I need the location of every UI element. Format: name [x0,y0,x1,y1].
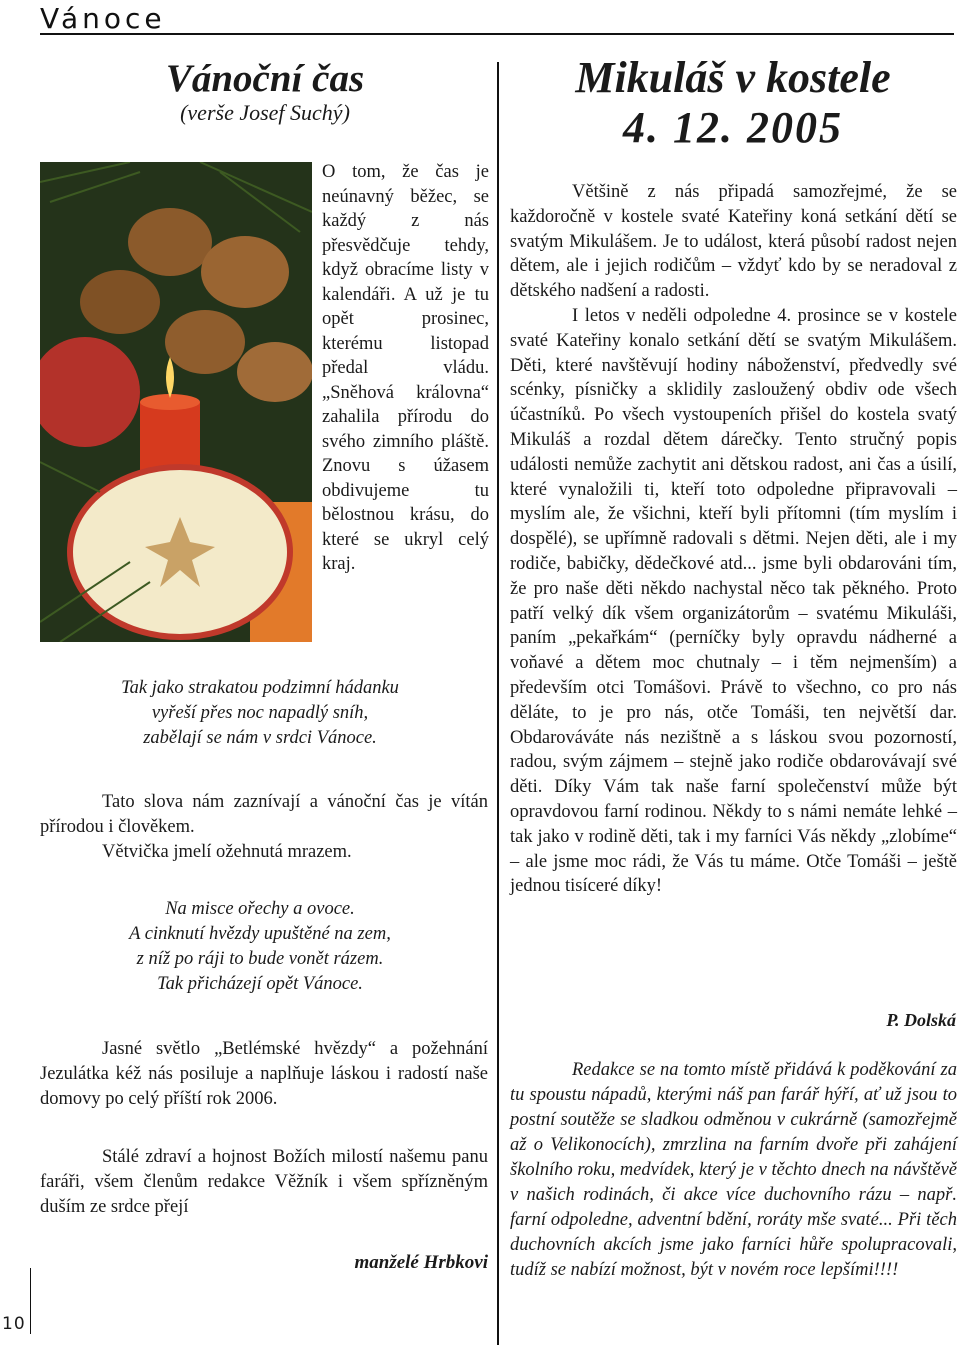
paragraph: Většině z nás připadá samozřejmé, že se každoročně v kostele svaté Kateřiny koná setkání dětí se svatým Mikulášem. Je to událost, která působí radost nejen dětem, ale i jejich rodičům – vždyť kdo by se neradoval z dětského nadšení a radosti. [510,182,957,302]
page-number: 10 [2,1314,26,1334]
paragraph-1: Tato slova nám zaznívají a vánoční čas je vítán přírodou i člověkem. [40,792,488,837]
column-divider [497,62,499,1345]
article-title-right: Mikuláš v kostele [575,53,891,102]
poem-line: Tak přicházejí opět Vánoce. [157,974,363,994]
intro-text: O tom, že čas je neúnavný běžec, se každý z nás přesvědčuje tehdy, když obracíme listy v kalendáři. A už je tu opět prosinec, kterému listopad předal vládu. „Sněhová královna“ zahalila přírodu do svého zimního pláště. Znovu s úžasem obdivujeme tu bělostnou krásu, do které se ukryl celý kraj. [322,162,489,574]
poem-stanza-1 [60,676,460,751]
christmas-photo-icon [40,162,312,642]
paragraph-2: Jasné světlo „Betlémské hvězdy“ a požehnání Jezulátka kéž nás posiluje a naplňuje láskou i radostí naše domovy po celý příští rok 2006. [40,1039,488,1109]
article-body-right [510,180,957,899]
paragraph-1b: Větvička jmelí ožehnutá mrazem. [102,842,352,862]
poem-line: Tak jako strakatou podzimní hádanku [121,678,399,698]
page-number-rule [30,1268,31,1334]
poem-line: A cinknutí hvězdy upuštěné na zem, [129,924,391,944]
article-title-left: Vánoční čas [165,57,365,100]
christmas-photo [40,162,312,642]
signature-left: manželé Hrbkovi [354,1252,488,1273]
header-rule [40,33,954,35]
poem-line: z níž po ráji to bude vonět rázem. [136,949,384,969]
article-date-right: 4. 12. 2005 [623,103,843,152]
signature-right: P. Dolská [886,1010,956,1030]
paragraph-3: Stálé zdraví a hojnost Božích milostí našemu panu faráři, všem členům redakce Věžník i všem spřízněným duším ze srdce přejí [40,1147,488,1217]
article-subtitle-left: (verše Josef Suchý) [180,100,350,125]
editorial-note: Redakce se na tomto místě přidává k poděkování za tu spoustu nápadů, kterými náš pan farář hýří, ať už jsou to postní soutěže se sladkou odměnou v cukrárně (samozřejmě až o Velikonocích), zmrzlina na farním dvoře při zahájení školního roku, medvídek, který je v těchto dnech na návštěvě v našich rodinách, či akce více duchovního rázu – např. farní odpoledne, adventní bdění, roráty mše svaté... Při těch duchovních akcích jsme jako farníci hůře spolupracovali, tudíž se nabízí možnost, být v novém roce lepšími!!!! [510,1060,957,1280]
paragraph: I letos v neděli odpoledne 4. prosince se v kostele svaté Kateřiny konalo setkání dětí se svatým Mikulášem. Děti, které navštěvují hodiny náboženství, předvedly své scénky, písničky a sklidily zasloužený obdiv ode všech účastníků. Po všech vystoupeních přišel do kostela svatý Mikuláš a rozdal dětem dárečky. Tento stručný popis události nemůže zachytit ani dětskou radost, ani čas a úsilí, které vynaložili ti, kteří toto odpoledne připravovali – myslím ale, že všichni, kteří byli přítomni (tím myslím i dospělé), se upřímně radovali s dětmi. Nejen děti, ale i my rodiče, babičky, dědečkové atd... jsme byli obdarováni tím, že pro naše děti někdo nachystal něco tak pěkného. Proto patří velký dík všem organizátorům – svatému Mikuláši, paním „pekařkám“ (perníčky byly opravdu nádherné a voňavé a dětem moc chutnaly – i těm nejmenším) a především otci Tomášovi. Právě to všechno, co pro nás děláte, to je pro nás, otče Tomáši, ten největší dar. Obdarováváte nás nezištně a s láskou svou pozorností, radou, svým zájmem – stejně jako rodiče obdarovávají své děti. Díky Vám tak naše farní společenství může být opravdovou farní rodinou. Někdy to s námi nemáte lehké – tak jako v rodině děti, tak i my farníci Vás někdy „zlobíme“ – ale jsme moc rádi, že Vás tu máme. Otče Tomáši – ještě jednou tisíceré díky! [510,305,957,897]
poem-stanza-2 [60,897,460,997]
poem-line: zabělají se nám v srdci Vánoce. [143,728,377,748]
section-header: Vánoce [40,2,166,35]
poem-line: Na misce ořechy a ovoce. [165,899,355,919]
poem-line: vyřeší přes noc napadlý sníh, [151,703,369,723]
